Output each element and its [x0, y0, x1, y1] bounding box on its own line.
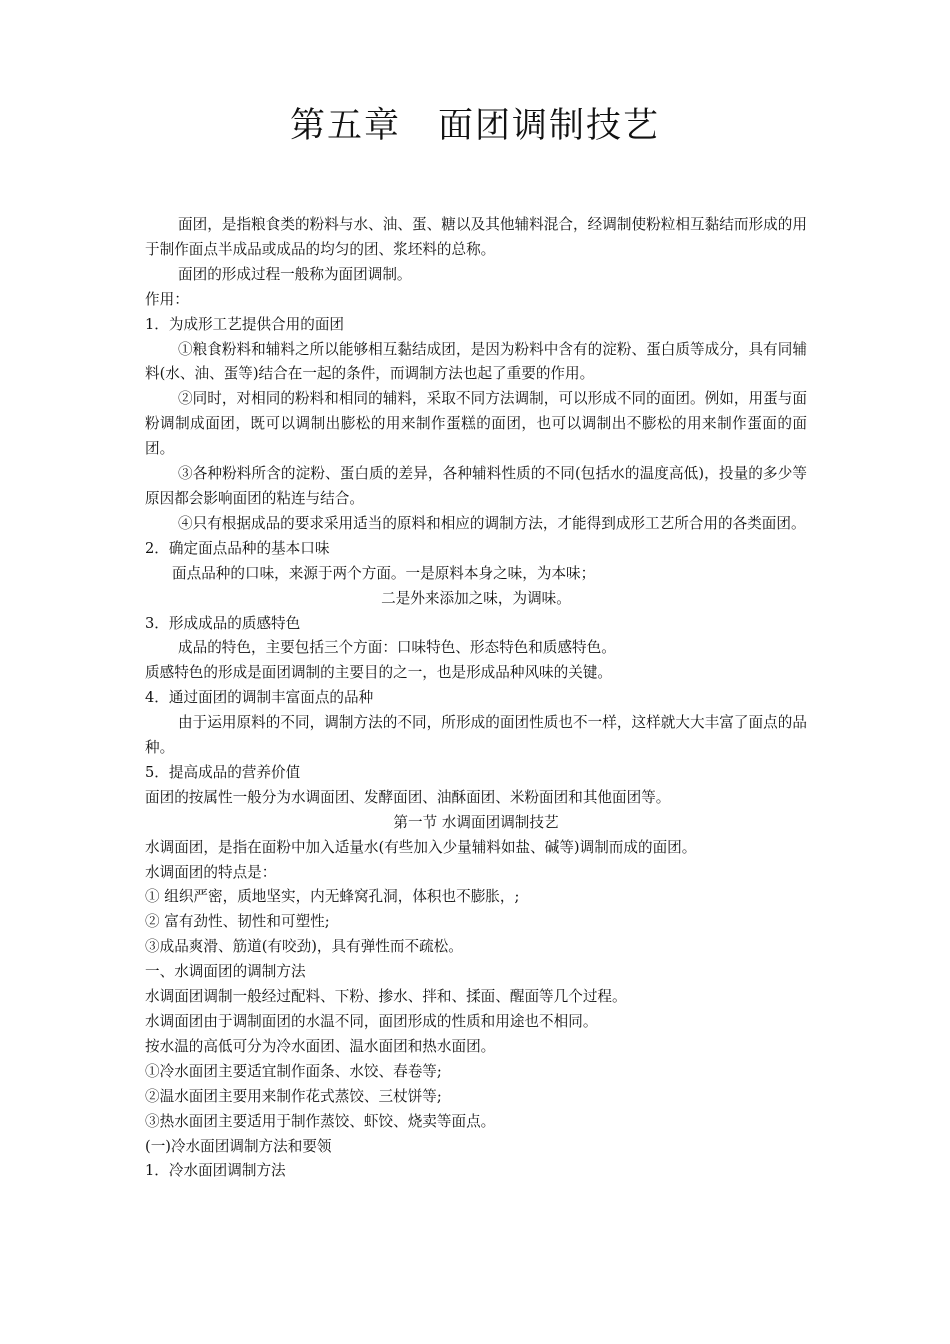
list-item: ②温水面团主要用来制作花式蒸饺、三杖饼等;: [145, 1087, 442, 1105]
list-item: ①冷水面团主要适宜制作面条、水饺、春卷等;: [145, 1062, 442, 1080]
paragraph: 面团的形成过程一般称为面团调制。: [178, 265, 412, 283]
paragraph: 二是外来添加之味，为调味。: [381, 589, 571, 607]
subsection-heading: 一、水调面团的调制方法: [145, 963, 306, 981]
list-heading: 1．为成形工艺提供合用的面团: [145, 315, 345, 333]
list-item: ② 富有劲性、韧性和可塑性;: [145, 913, 330, 931]
paragraph: 水调面团由于调制面团的水温不同，面团形成的性质和用途也不相同。: [145, 1013, 598, 1030]
list-item: ③热水面团主要适用于制作蒸饺、虾饺、烧卖等面点。: [145, 1112, 496, 1130]
list-item: ① 组织严密，质地坚实，内无蜂窝孔洞，体积也不膨胀，;: [145, 888, 520, 906]
paragraph: 按水温的高低可分为冷水面团、温水面团和热水面团。: [145, 1037, 496, 1055]
paragraph: 水调面团的特点是：: [145, 863, 277, 881]
paragraph: ②同时，对相同的粉料和相同的辅料，采取不同方法调制，可以形成不同的面团。例如，用蛋与面粉调制成面团，既可以调制出膨松的用来制作蛋糕的面团，也可以调制出不膨松的用来制作蛋面的面团。: [145, 390, 807, 458]
paragraph: ③各种粉料所含的淀粉、蛋白质的差异，各种辅料性质的不同(包括水的温度高低)，投量的多少等原因都会影响面团的粘连与结合。: [145, 465, 807, 507]
paragraph: 水调面团调制一般经过配料、下粉、掺水、拌和、揉面、醒面等几个过程。: [145, 988, 627, 1006]
paragraph: 作用：: [145, 290, 189, 308]
paragraph: 质感特色的形成是面团调制的主要目的之一，也是形成品种风味的关键。: [145, 664, 613, 682]
paragraph: 水调面团，是指在面粉中加入适量水(有些加入少量辅料如盐、碱等)调制而成的面团。: [145, 838, 697, 856]
paragraph: ①粮食粉料和辅料之所以能够相互黏结成团，是因为粉料中含有的淀粉、蛋白质等成分，具有同辅料(水、油、蛋等)结合在一起的条件，而调制方法也起了重要的作用。: [145, 340, 807, 383]
paragraph: 成品的特色，主要包括三个方面：口味特色、形态特色和质感特色。: [178, 639, 616, 657]
list-heading: 4．通过面团的调制丰富面点的品种: [145, 689, 374, 707]
paragraph: 面团的按属性一般分为水调面团、发酵面团、油酥面团、米粉面团和其他面团等。: [145, 788, 671, 806]
list-heading: 1．冷水面团调制方法: [145, 1162, 286, 1180]
document-body: [145, 213, 807, 1184]
list-heading: 3．形成成品的质感特色: [145, 614, 301, 632]
list-item: ③成品爽滑、筋道(有咬劲)，具有弹性而不疏松。: [145, 938, 463, 956]
list-heading: 2．确定面点品种的基本口味: [145, 539, 330, 557]
paragraph: ④只有根据成品的要求采用适当的原料和相应的调制方法，才能得到成形工艺所合用的各类面团。: [178, 514, 806, 532]
section-heading: 第一节 水调面团调制技艺: [393, 813, 559, 831]
paragraph: 由于运用原料的不同，调制方法的不同，所形成的面团性质也不一样，这样就大大丰富了面点的品种。: [145, 714, 807, 757]
subsection-heading: (一)冷水面团调制方法和要领: [145, 1137, 332, 1155]
list-heading: 5．提高成品的营养价值: [145, 763, 301, 781]
paragraph: 面点品种的口味，来源于两个方面。一是原料本身之味，为本味；: [172, 564, 596, 582]
paragraph: 面团，是指粮食类的粉料与水、油、蛋、糖以及其他辅料混合，经调制使粉粒相互黏结而形成的用于制作面点半成品或成品的均匀的团、浆坯料的总称。: [145, 216, 807, 258]
chapter-title: 第五章 面团调制技艺: [289, 106, 660, 146]
